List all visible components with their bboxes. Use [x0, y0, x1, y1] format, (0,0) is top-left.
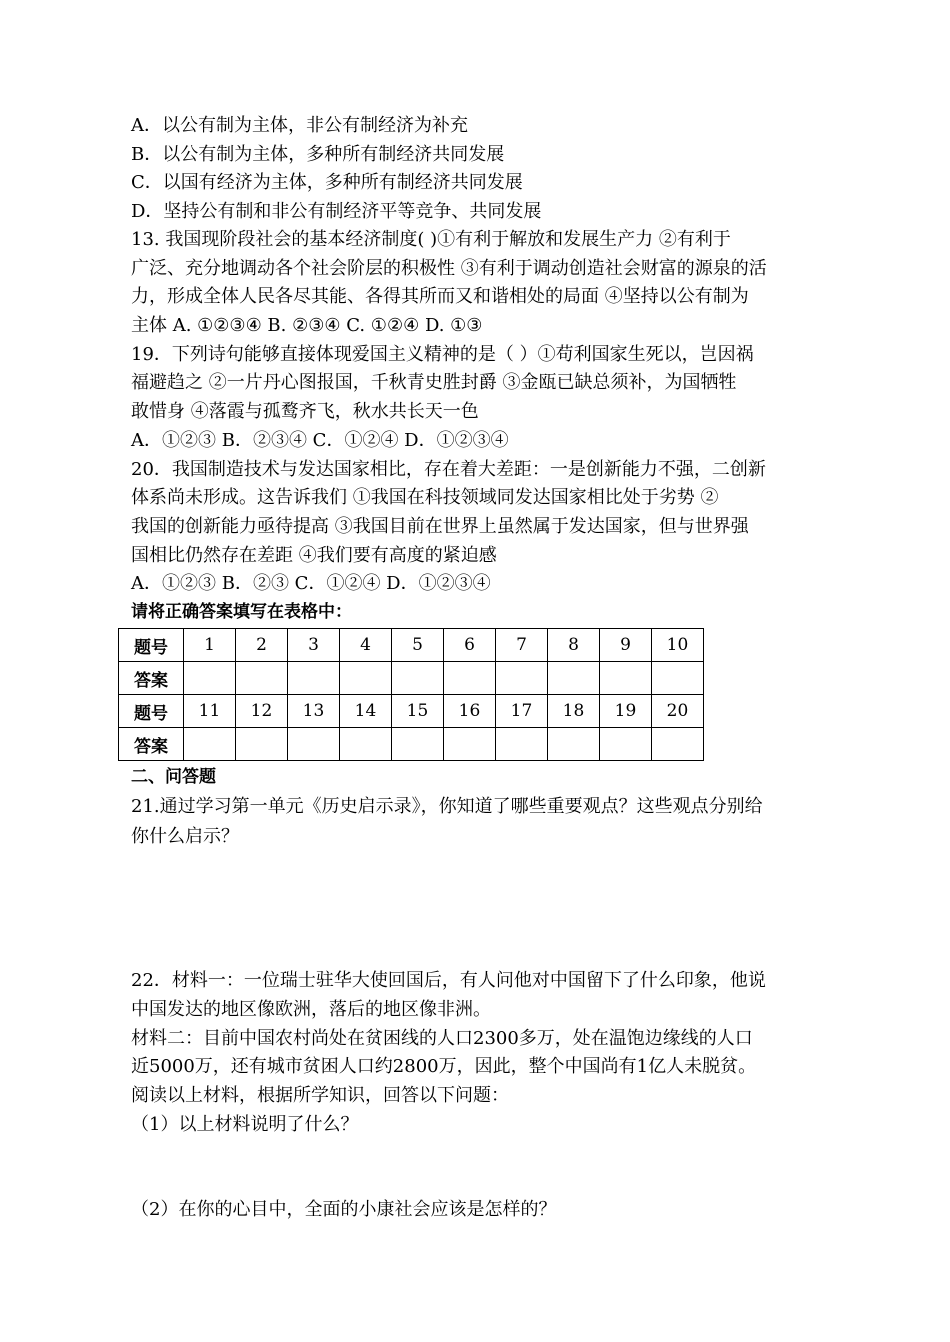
question-line: 22．材料一：一位瑞士驻华大使回国后，有人问他对中国留下了什么印象，他说	[131, 970, 766, 991]
answer-cell[interactable]	[652, 728, 704, 761]
question-line: 19．下列诗句能够直接体现爱国主义精神的是（ ）①苟利国家生死以，岂因祸	[131, 344, 754, 365]
question-line: 力，形成全体人民各尽其能、各得其所而又和谐相处的局面 ④坚持以公有制为	[131, 286, 749, 307]
answer-cell[interactable]	[652, 662, 704, 695]
question-line: 广泛、充分地调动各个社会阶层的积极性 ③有利于调动创造社会财富的源泉的活	[131, 258, 767, 279]
answer-cell[interactable]	[548, 728, 600, 761]
question-number-cell: 1	[184, 629, 236, 662]
answer-cell[interactable]	[444, 662, 496, 695]
question-line: 材料二：目前中国农村尚处在贫困线的人口2300多万，处在温饱边缘线的人口	[131, 1028, 753, 1049]
question-number-cell: 13	[288, 695, 340, 728]
question-line: 13. 我国现阶段社会的基本经济制度( )①有利于解放和发展生产力 ②有利于	[131, 229, 731, 250]
answer-cell[interactable]	[600, 728, 652, 761]
question-line: 阅读以上材料，根据所学知识，回答以下问题：	[131, 1085, 509, 1106]
answer-cell[interactable]	[496, 662, 548, 695]
question-number-cell: 15	[392, 695, 444, 728]
question-line: 近5000万，还有城市贫困人口约2800万，因此，整个中国尚有1亿人未脱贫。	[131, 1056, 757, 1077]
answer-cell[interactable]	[288, 728, 340, 761]
question-line: 20．我国制造技术与发达国家相比，存在着大差距：一是创新能力不强，二创新	[131, 459, 766, 480]
answer-table	[118, 628, 704, 761]
row-label: 答案	[119, 662, 184, 695]
row-label: 题号	[119, 629, 184, 662]
answer-cell[interactable]	[548, 662, 600, 695]
table-row	[119, 629, 704, 662]
answer-cell[interactable]	[392, 728, 444, 761]
question-number-cell: 7	[496, 629, 548, 662]
sub-question: （2）在你的心目中，全面的小康社会应该是怎样的？	[131, 1199, 557, 1220]
answer-cell[interactable]	[184, 662, 236, 695]
answer-cell[interactable]	[340, 662, 392, 695]
question-line: 21.通过学习第一单元《历史启示录》，你知道了哪些重要观点？这些观点分别给	[131, 796, 763, 817]
question-number-cell: 10	[652, 629, 704, 662]
answer-options-line: 主体 A. ①②③④ B. ②③④ C. ①②④ D. ①③	[131, 315, 483, 336]
question-number-cell: 3	[288, 629, 340, 662]
question-number-cell: 14	[340, 695, 392, 728]
answer-cell[interactable]	[236, 728, 288, 761]
answer-cell[interactable]	[444, 728, 496, 761]
section-heading: 二、问答题	[131, 767, 216, 787]
question-line: 体系尚未形成。这告诉我们 ①我国在科技领域同发达国家相比处于劣势 ②	[131, 487, 719, 508]
question-number-cell: 16	[444, 695, 496, 728]
question-line: 我国的创新能力亟待提高 ③我国目前在世界上虽然属于发达国家，但与世界强	[131, 516, 749, 537]
answer-options-line: A．①②③ B．②③④ C．①②④ D．①②③④	[131, 430, 509, 451]
question-number-cell: 2	[236, 629, 288, 662]
option-line: A．以公有制为主体，非公有制经济为补充	[131, 115, 468, 136]
question-line: 福避趋之 ②一片丹心图报国，千秋青史胜封爵 ③金瓯已缺总须补，为国牺牲	[131, 372, 737, 393]
table-row	[119, 662, 704, 695]
question-line: 敢惜身 ④落霞与孤鹜齐飞，秋水共长天一色	[131, 401, 479, 422]
table-row	[119, 695, 704, 728]
answer-cell[interactable]	[184, 728, 236, 761]
question-number-cell: 12	[236, 695, 288, 728]
option-line: D．坚持公有制和非公有制经济平等竞争、共同发展	[131, 201, 542, 222]
option-line: B．以公有制为主体，多种所有制经济共同发展	[131, 144, 505, 165]
question-number-cell: 19	[600, 695, 652, 728]
answer-cell[interactable]	[392, 662, 444, 695]
question-number-cell: 9	[600, 629, 652, 662]
option-line: C．以国有经济为主体，多种所有制经济共同发展	[131, 172, 523, 193]
question-number-cell: 17	[496, 695, 548, 728]
question-line: 中国发达的地区像欧洲，落后的地区像非洲。	[131, 999, 491, 1020]
question-line: 国相比仍然存在差距 ④我们要有高度的紧迫感	[131, 545, 497, 566]
question-number-cell: 8	[548, 629, 600, 662]
answer-cell[interactable]	[288, 662, 340, 695]
question-number-cell: 6	[444, 629, 496, 662]
table-title: 请将正确答案填写在表格中：	[131, 602, 352, 622]
question-number-cell: 4	[340, 629, 392, 662]
question-line: 你什么启示？	[131, 826, 239, 847]
table-row	[119, 728, 704, 761]
answer-cell[interactable]	[600, 662, 652, 695]
answer-cell[interactable]	[496, 728, 548, 761]
row-label: 题号	[119, 695, 184, 728]
row-label: 答案	[119, 728, 184, 761]
answer-cell[interactable]	[236, 662, 288, 695]
answer-cell[interactable]	[340, 728, 392, 761]
question-number-cell: 20	[652, 695, 704, 728]
answer-options-line: A．①②③ B．②③ C．①②④ D．①②③④	[131, 573, 491, 594]
sub-question: （1）以上材料说明了什么？	[131, 1114, 359, 1135]
question-number-cell: 18	[548, 695, 600, 728]
question-number-cell: 11	[184, 695, 236, 728]
question-number-cell: 5	[392, 629, 444, 662]
